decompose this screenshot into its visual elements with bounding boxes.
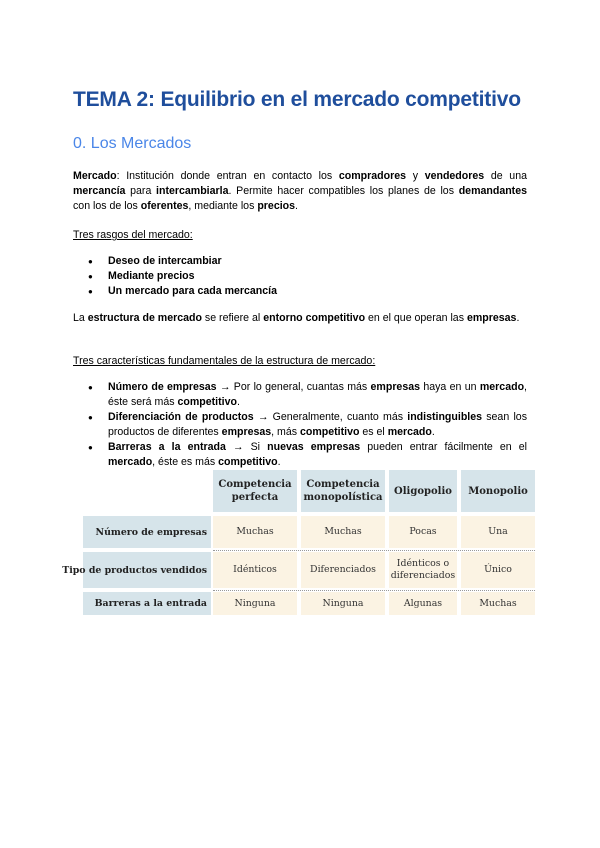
table-header: Oligopolio xyxy=(389,470,457,512)
section-heading: 0. Los Mercados xyxy=(73,135,192,152)
table-cell: Muchas xyxy=(301,516,385,548)
table-header: Monopolio xyxy=(461,470,535,512)
list-item: ● Mediante precios xyxy=(73,269,527,284)
row-divider xyxy=(213,550,535,551)
table-cell: Idénticos xyxy=(213,552,297,588)
caract-heading: Tres características fundamentales de la estructura de mercado: xyxy=(73,355,376,367)
rasgos-list xyxy=(73,254,527,299)
page-title: TEMA 2: Equilibrio en el mercado competitivo xyxy=(73,88,521,111)
table-row-label: Número de empresas xyxy=(83,516,211,548)
market-structure-table xyxy=(62,470,535,615)
table-cell: Único xyxy=(461,552,535,588)
list-item: ● Número de empresas → Por lo general, cuantas más empresas haya en un mercado, éste será más competitivo. xyxy=(73,380,527,410)
table-cell: Diferenciados xyxy=(301,552,385,588)
table-cell: Muchas xyxy=(213,516,297,548)
table-cell: Muchas xyxy=(461,592,535,615)
table-row-label: Tipo de productos vendidos xyxy=(83,552,211,588)
table-cell: Pocas xyxy=(389,516,457,548)
row-divider xyxy=(213,590,535,591)
caract-list xyxy=(73,380,527,470)
estructura-paragraph: La estructura de mercado se refiere al entorno competitivo en el que operan las empresas. xyxy=(73,312,520,324)
table-cell: Ninguna xyxy=(213,592,297,615)
list-item: ● Un mercado para cada mercancía xyxy=(73,284,527,299)
list-item: ● Diferenciación de productos → Generalmente, cuanto más indistinguibles sean los productos de diferentes empresas, más competitivo es el mercado. xyxy=(73,410,527,440)
table-cell: Idénticos o diferenciados xyxy=(389,552,457,588)
market-definition: Mercado: Institución donde entran en contacto los compradores y vendedores de una mercancía para intercambiarla. Permite hacer compatibles los planes de los demandantes con los de los oferentes, mediante los precios. xyxy=(73,170,527,212)
table-cell: Algunas xyxy=(389,592,457,615)
table-cell: Una xyxy=(461,516,535,548)
list-item: ● Barreras a la entrada → Si nuevas empresas pueden entrar fácilmente en el mercado, éste es más competitivo. xyxy=(73,440,527,470)
table-cell: Ninguna xyxy=(301,592,385,615)
table-header: Competencia monopolística xyxy=(301,470,385,512)
table-header: Competencia perfecta xyxy=(213,470,297,512)
list-item: ● Deseo de intercambiar xyxy=(73,254,527,269)
rasgos-heading: Tres rasgos del mercado: xyxy=(73,229,193,241)
table-row-label: Barreras a la entrada xyxy=(83,592,211,615)
